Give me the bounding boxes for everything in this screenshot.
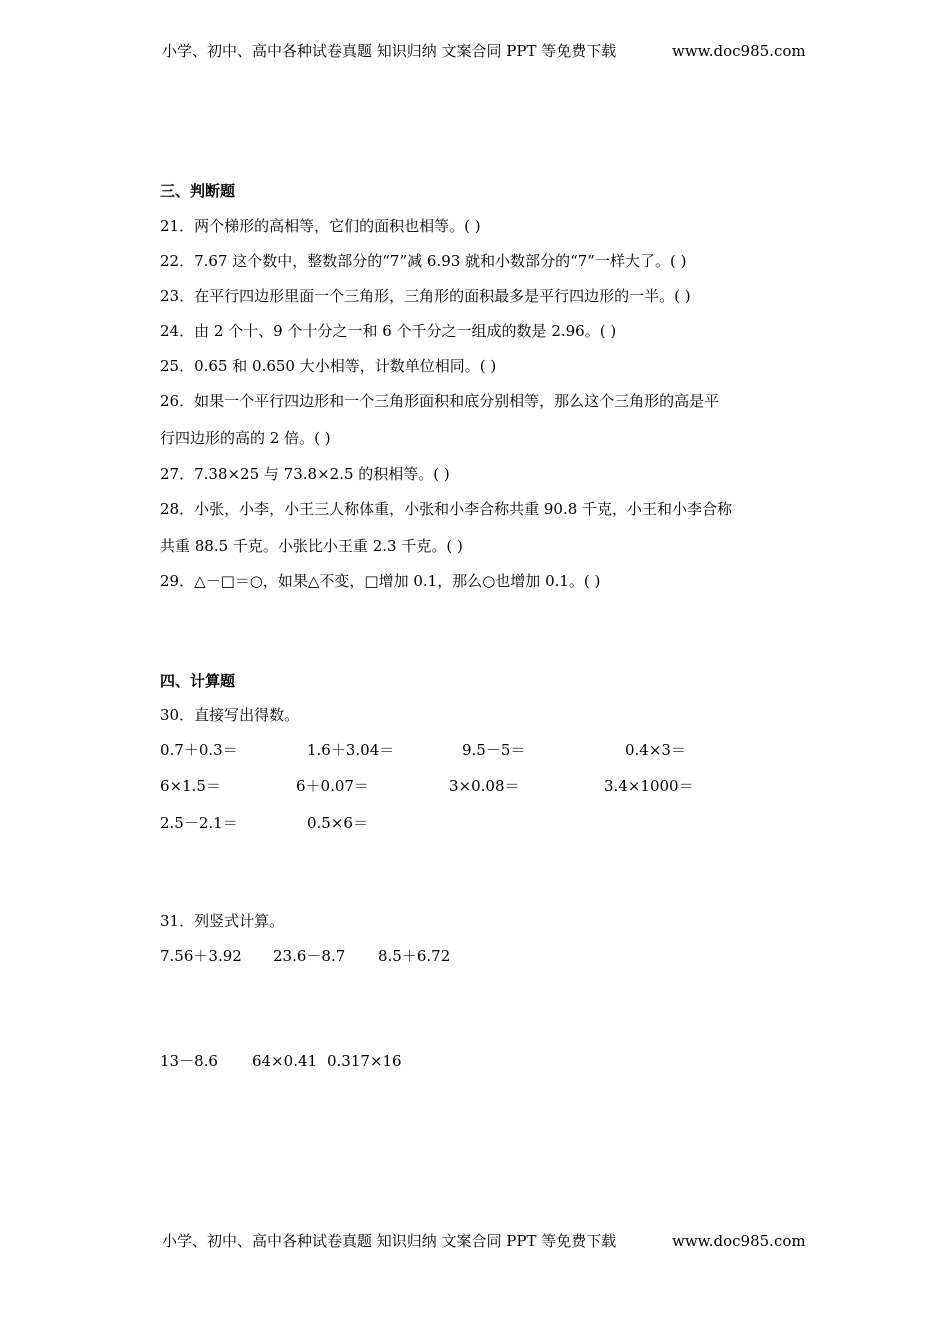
header-text: 小学、初中、高中各种试卷真题 知识归纳 文案合同 PPT 等免费下载 xyxy=(162,42,617,60)
question-26-line2: 行四边形的高的 2 倍。( ) xyxy=(160,429,331,447)
section-title-calculation: 四、计算题 xyxy=(160,672,236,690)
calc-item: 6＋0.07＝ xyxy=(296,777,369,795)
vertical-calc-item: 64×0.41 xyxy=(252,1052,318,1070)
vertical-calc-item: 8.5＋6.72 xyxy=(378,947,451,965)
footer-text: 小学、初中、高中各种试卷真题 知识归纳 文案合同 PPT 等免费下载 xyxy=(162,1232,617,1250)
vertical-calc-item: 13－8.6 xyxy=(160,1052,218,1070)
section-title-judgement: 三、判断题 xyxy=(160,182,236,200)
question-24: 24．由 2 个十、9 个十分之一和 6 个千分之一组成的数是 2.96。( ) xyxy=(160,322,617,340)
question-25: 25．0.65 和 0.650 大小相等，计数单位相同。( ) xyxy=(160,357,497,375)
question-28-line2: 共重 88.5 千克。小张比小王重 2.3 千克。( ) xyxy=(160,537,463,555)
calc-item: 3×0.08＝ xyxy=(449,777,520,795)
vertical-calc-item: 23.6－8.7 xyxy=(273,947,346,965)
question-26-line1: 26．如果一个平行四边形和一个三角形面积和底分别相等，那么这个三角形的高是平 xyxy=(160,392,720,410)
question-21: 21．两个梯形的高相等，它们的面积也相等。( ) xyxy=(160,217,481,235)
question-31-prompt: 31．列竖式计算。 xyxy=(160,912,285,930)
calc-item: 6×1.5＝ xyxy=(160,777,221,795)
question-27: 27．7.38×25 与 73.8×2.5 的积相等。( ) xyxy=(160,465,450,483)
calc-item: 0.4×3＝ xyxy=(625,741,686,759)
calc-item: 1.6＋3.04＝ xyxy=(307,741,395,759)
header-url[interactable]: www.doc985.com xyxy=(672,42,806,60)
calc-item: 2.5－2.1＝ xyxy=(160,814,238,832)
question-23: 23．在平行四边形里面一个三角形，三角形的面积最多是平行四边形的一半。( ) xyxy=(160,287,691,305)
calc-item: 0.5×6＝ xyxy=(307,814,368,832)
question-29: 29．△－□＝○，如果△不变，□增加 0.1，那么○也增加 0.1。( ) xyxy=(160,572,601,590)
question-30-prompt: 30．直接写出得数。 xyxy=(160,706,300,724)
calc-item: 9.5－5＝ xyxy=(462,741,526,759)
vertical-calc-item: 7.56＋3.92 xyxy=(160,947,242,965)
vertical-calc-item: 0.317×16 xyxy=(327,1052,402,1070)
calc-item: 3.4×1000＝ xyxy=(604,777,694,795)
question-28-line1: 28．小张，小李，小王三人称体重，小张和小李合称共重 90.8 千克，小王和小李合称 xyxy=(160,500,733,518)
footer-url[interactable]: www.doc985.com xyxy=(672,1232,806,1250)
calc-item: 0.7＋0.3＝ xyxy=(160,741,238,759)
question-22: 22．7.67 这个数中，整数部分的“7”减 6.93 就和小数部分的“7”一样大了。( ) xyxy=(160,252,687,270)
